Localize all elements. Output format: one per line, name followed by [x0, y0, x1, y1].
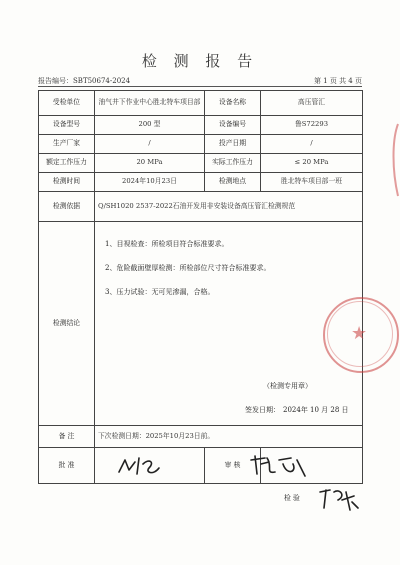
device-name-value: 高压管汇 — [261, 91, 363, 116]
table-row — [39, 173, 363, 192]
remark-value: 下次检测日期：2025年10月23日前。 — [95, 426, 363, 448]
side-seal-fragment — [388, 120, 400, 200]
conclusion-item: 2、危险截面壁厚检测：所检部位尺寸符合标准要求。 — [105, 264, 271, 272]
sign-date-label: 签发日期： — [245, 406, 280, 414]
serial-label: 设备编号 — [205, 116, 261, 135]
table-row — [39, 154, 363, 173]
manufacturer-label: 生产厂家 — [39, 135, 95, 154]
remark-label: 备 注 — [39, 426, 95, 448]
actual-pressure-value: ≤ 20 MPa — [261, 154, 363, 173]
seal-star-icon: ★ — [351, 323, 368, 344]
review-signature — [247, 452, 311, 483]
approve-signature — [115, 454, 165, 481]
report-title: 检 测 报 告 — [141, 52, 259, 70]
table-row — [39, 222, 363, 426]
location-value: 胜北特车项目部一班 — [261, 173, 363, 192]
conclusion-cell — [95, 222, 368, 426]
basis-label: 检测依据 — [39, 192, 95, 222]
date-value: 2024年10月23日 — [95, 173, 205, 192]
approve-signature-cell — [95, 448, 205, 484]
inspect-label: 检 验 — [284, 494, 300, 502]
table-row — [39, 116, 363, 135]
manufacturer-value: / — [95, 135, 205, 154]
review-signature-cell — [261, 448, 363, 484]
date-label: 检测时间 — [39, 173, 95, 192]
commission-label: 投产日期 — [205, 135, 261, 154]
inspect-signature — [316, 486, 360, 516]
sign-date-value: 2024年 10 月 28 日 — [283, 406, 349, 414]
device-name-label: 设备名称 — [205, 91, 261, 116]
table-row — [39, 448, 363, 484]
client-value: 油气井下作业中心胜北特车项目部 — [95, 91, 205, 116]
serial-value: 鲁S72293 — [261, 116, 363, 135]
actual-pressure-label: 实际工作压力 — [205, 154, 261, 173]
rated-pressure-value: 20 MPa — [95, 154, 205, 173]
commission-value: / — [261, 135, 363, 154]
approve-label: 批 准 — [39, 448, 95, 484]
table-row — [39, 91, 363, 116]
client-label: 受检单位 — [39, 91, 95, 116]
conclusion-item: 3、压力试验：无可见渗漏，合格。 — [105, 288, 215, 296]
header-rule — [38, 86, 362, 87]
conclusion-item: 1、目视检查：所检项目符合标准要求。 — [105, 240, 229, 248]
model-value: 200 型 — [95, 116, 205, 135]
basis-value: Q/SH1020 2537-2022石油开发用非安装设备高压管汇检测规范 — [95, 192, 363, 222]
page-indicator: 第 1 页 共 4 页 — [313, 77, 362, 85]
model-label: 设备型号 — [39, 116, 95, 135]
stamp-text: （检测专用章） — [263, 382, 312, 390]
location-label: 检测地点 — [205, 173, 261, 192]
table-row — [39, 426, 363, 448]
report-number: 报告编号：SBT50674-2024 — [38, 77, 131, 85]
table-row — [39, 135, 363, 154]
report-table — [38, 90, 368, 484]
review-label: 审 核 — [205, 448, 261, 484]
table-row — [39, 192, 363, 222]
conclusion-label: 检测结论 — [39, 222, 95, 426]
rated-pressure-label: 额定工作压力 — [39, 154, 95, 173]
